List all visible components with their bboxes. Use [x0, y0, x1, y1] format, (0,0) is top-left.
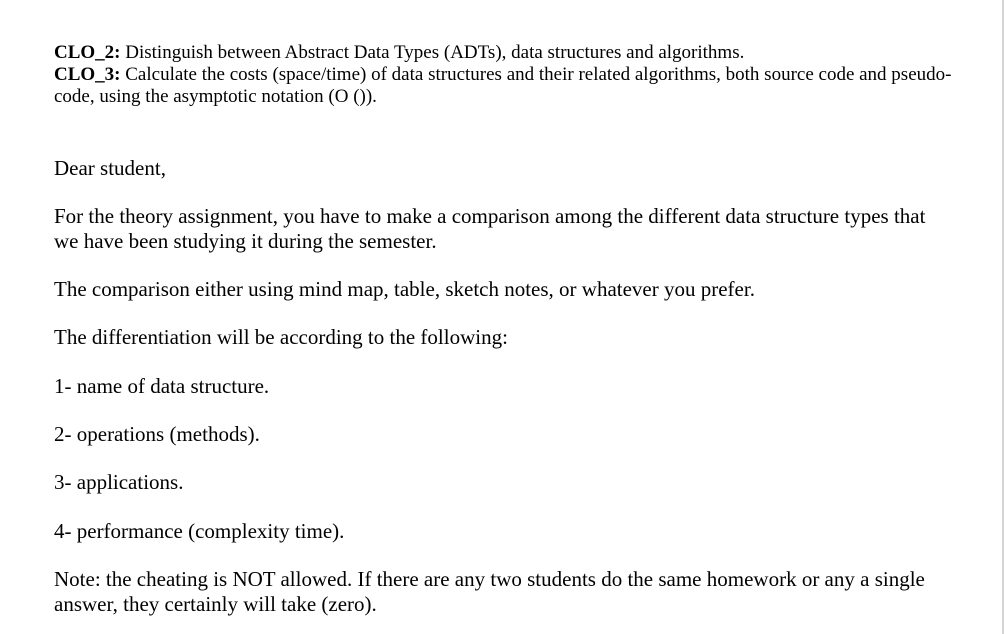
format-note: The comparison either using mind map, table, sketch notes, or whatever you prefer. — [54, 277, 755, 301]
learning-outcomes — [54, 42, 954, 108]
criteria-item-2: 2- operations (methods). — [54, 422, 260, 446]
clo-2-code: CLO_2: — [54, 42, 121, 63]
criteria-item-1: 1- name of data structure. — [54, 374, 270, 398]
cheating-note: Note: the cheating is NOT allowed. If there are any two students do the same homework or any a single answer, they certainly will take (zero). — [54, 567, 925, 616]
clo-2 — [54, 42, 954, 64]
clo-3-text: Calculate the costs (space/time) of data structures and their related algorithms, both source code and pseudo-code, using the asymptotic notation (O ()). — [54, 64, 952, 107]
criteria-item-3: 3- applications. — [54, 470, 184, 494]
clo-3 — [54, 64, 954, 108]
intro-paragraph: For the theory assignment, you have to make a comparison among the different data structure types that we have been studying it during the semester. — [54, 204, 926, 253]
greeting: Dear student, — [54, 156, 166, 180]
criteria-item-4: 4- performance (complexity time). — [54, 519, 345, 543]
criteria-intro: The differentiation will be according to the following: — [54, 325, 508, 349]
clo-2-text: Distinguish between Abstract Data Types (ADTs), data structures and algorithms. — [120, 42, 745, 63]
clo-3-code: CLO_3: — [54, 64, 121, 85]
